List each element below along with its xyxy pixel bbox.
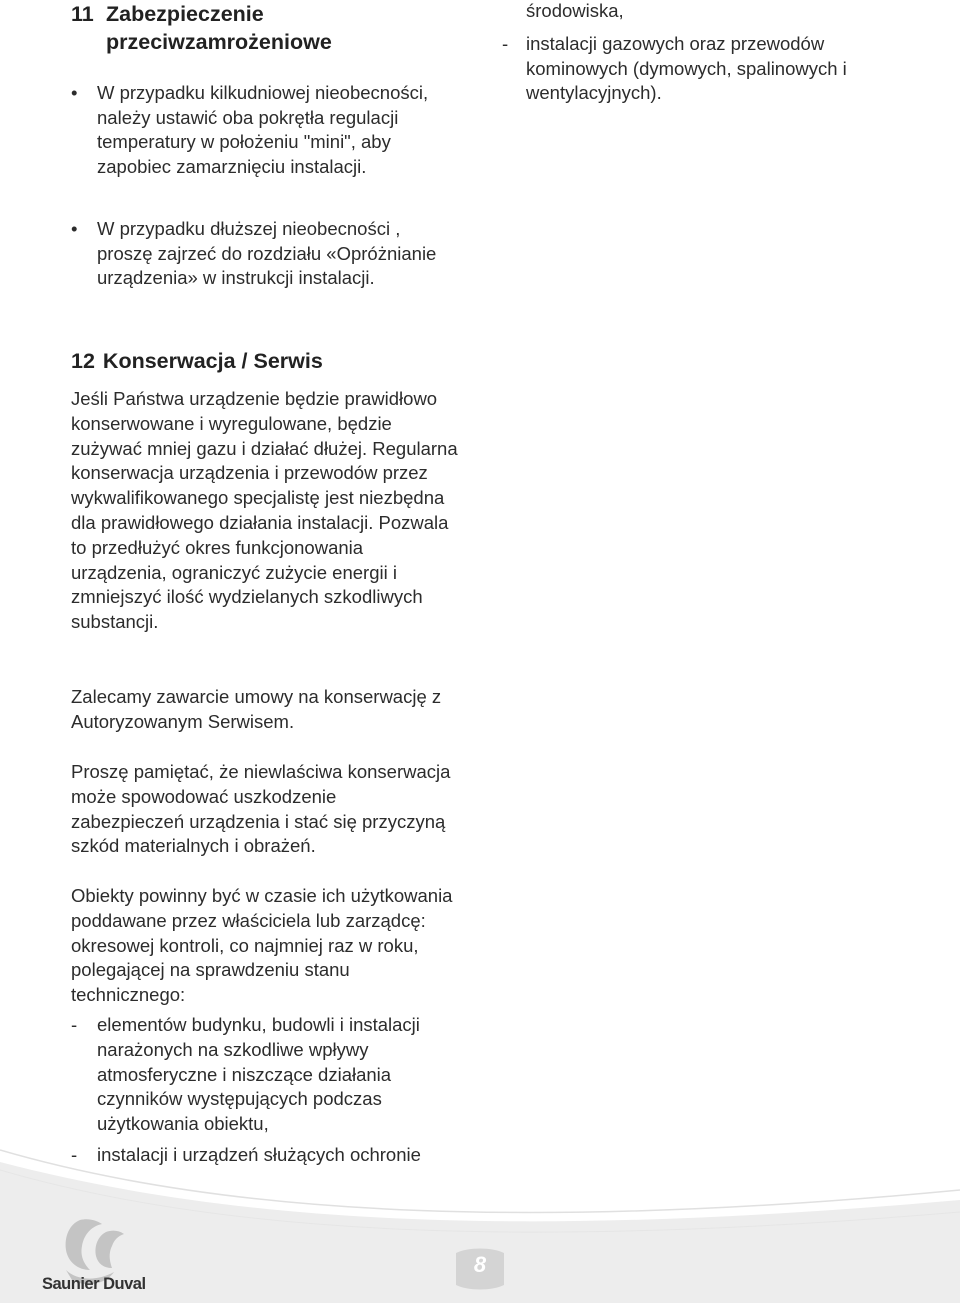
list-item-text: instalacji gazowych oraz przewodów kominowych (dymowych, spalinowych i wentylacyjnych). [526,33,847,103]
section-12-heading [71,347,471,375]
bullet-text: W przypadku dłuższej nieobecności , proszę zajrzeć do rozdziału «Opróżnianie urządzenia» w instrukcji instalacji. [97,218,437,288]
dash-marker: - [71,1144,78,1165]
section-11-title: Zabezpieczenie przeciwzamrożeniowe [106,2,332,54]
dash-marker: - [502,33,509,54]
bullet-marker: • [71,82,78,103]
brand-name: Saunier Duval [42,1275,146,1293]
list-item-text: instalacji i urządzeń służących ochronie [97,1144,421,1165]
bullet-text: W przypadku kilkudniowej nieobecności, należy ustawić oba pokrętła regulacji temperatury w położeniu "mini", aby zapobiec zamarznięciu instalacji. [97,82,429,177]
paragraph: Jeśli Państwa urządzenie będzie prawidłowo konserwowane i wyregulowane, będzie zużywać mniej gazu i działać dłużej. Regularna konserwacja urządzenia i przewodów przez wykwalifikowanego specjalistę jest niezbędna dla prawidłowego działania instalacji. Pozwala to przedłużyć okres funkcjonowania urządzenia, ograniczyć zużycie energii i zmniejszyć ilość wydzielanych szkodliwych substancji. [71,388,458,633]
bullet-marker: • [71,218,78,239]
continuation-text: środowiska, [526,0,624,21]
list-item-text: elementów budynku, budowli i instalacji narażonych na szkodliwe wpływy atmosferyczne i niszczące działania czynników występujących podczas użytkowania obiektu, [97,1014,420,1135]
section-12-number: 12 [71,349,95,373]
page-number: 8 [473,1252,487,1277]
dash-marker: - [71,1014,78,1035]
paragraph: Zalecamy zawarcie umowy na konserwację z Autoryzowanym Serwisem. [71,686,442,732]
paragraph: Proszę pamiętać, że niewlaściwa konserwacja może spowodować uszkodzenie zabezpieczeń urządzenia i stać się przyczyną szkód materialnych i obrażeń. [71,761,451,857]
section-11-number: 11 [71,2,94,26]
section-12-title: Konserwacja / Serwis [102,349,323,373]
paragraph: Obiekty powinny być w czasie ich użytkowania poddawane przez właściciela lub zarządcę: okresowej kontroli, co najmniej raz w roku, polegającej na sprawdzeniu stanu technicznego: [71,885,453,1006]
